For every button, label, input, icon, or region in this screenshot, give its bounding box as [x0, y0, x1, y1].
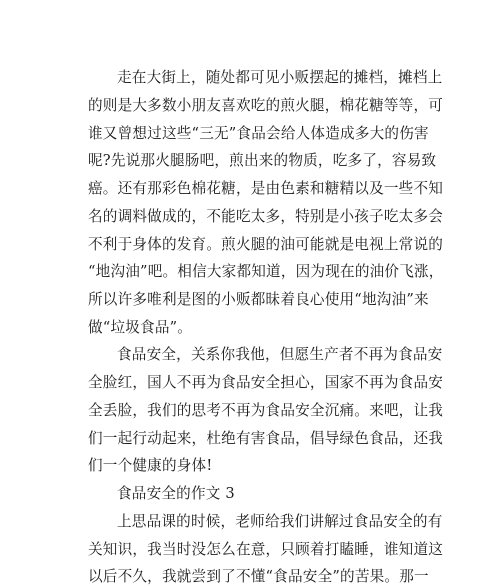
paragraph-line: 关知识，我当时没怎么在意，只顾着打瞌睡，谁知道这: [88, 541, 444, 558]
paragraph-line: 们一个健康的身体!: [88, 457, 213, 474]
paragraph-line: 名的调料做成的，不能吃太多，特别是小孩子吃太多会: [88, 208, 444, 225]
paragraph-line: 谁又曾想过这些“三无”食品会给人体造成多大的伤害: [88, 125, 429, 142]
paragraph-line: 走在大街上，随处都可见小贩摆起的摊档，摊档上: [117, 69, 443, 86]
paragraph-line: 们一起行动起来，杜绝有害食品，倡导绿色食品，还我: [88, 430, 444, 447]
paragraph-line: 做“垃圾食品”。: [88, 319, 193, 336]
paragraph-line: 不利于身体的发育。煎火腿的油可能就是电视上常说的: [88, 236, 444, 253]
paragraph-line: 癌。还有那彩色棉花糖，是由色素和糖精以及一些不知: [88, 180, 444, 197]
paragraph-line: 所以许多唯利是图的小贩都昧着良心使用“地沟油”来: [88, 291, 429, 308]
paragraph-line: 全丢脸，我们的思考不再为食品安全沉痛。来吧，让我: [88, 402, 444, 419]
paragraph-line: 食品安全，关系你我他，但愿生产者不再为食品安: [117, 346, 443, 363]
paragraph-line: 的则是大多数小朋友喜欢吃的煎火腿，棉花糖等等，可: [88, 97, 444, 114]
section-heading: 食品安全的作文 3: [117, 485, 235, 502]
paragraph-line: 以后不久，我就尝到了不懂“食品安全”的苦果。那一: [88, 568, 429, 585]
paragraph-line: 上思品课的时候，老师给我们讲解过食品安全的有: [117, 513, 443, 530]
paragraph-line: 全脸红，国人不再为食品安全担心，国家不再为食品安: [88, 374, 444, 391]
paragraph-line: 呢?先说那火腿肠吧，煎出来的物质，吃多了，容易致: [88, 152, 437, 169]
paragraph-line: “地沟油”吧。相信大家都知道，因为现在的油价飞涨，: [88, 263, 444, 280]
